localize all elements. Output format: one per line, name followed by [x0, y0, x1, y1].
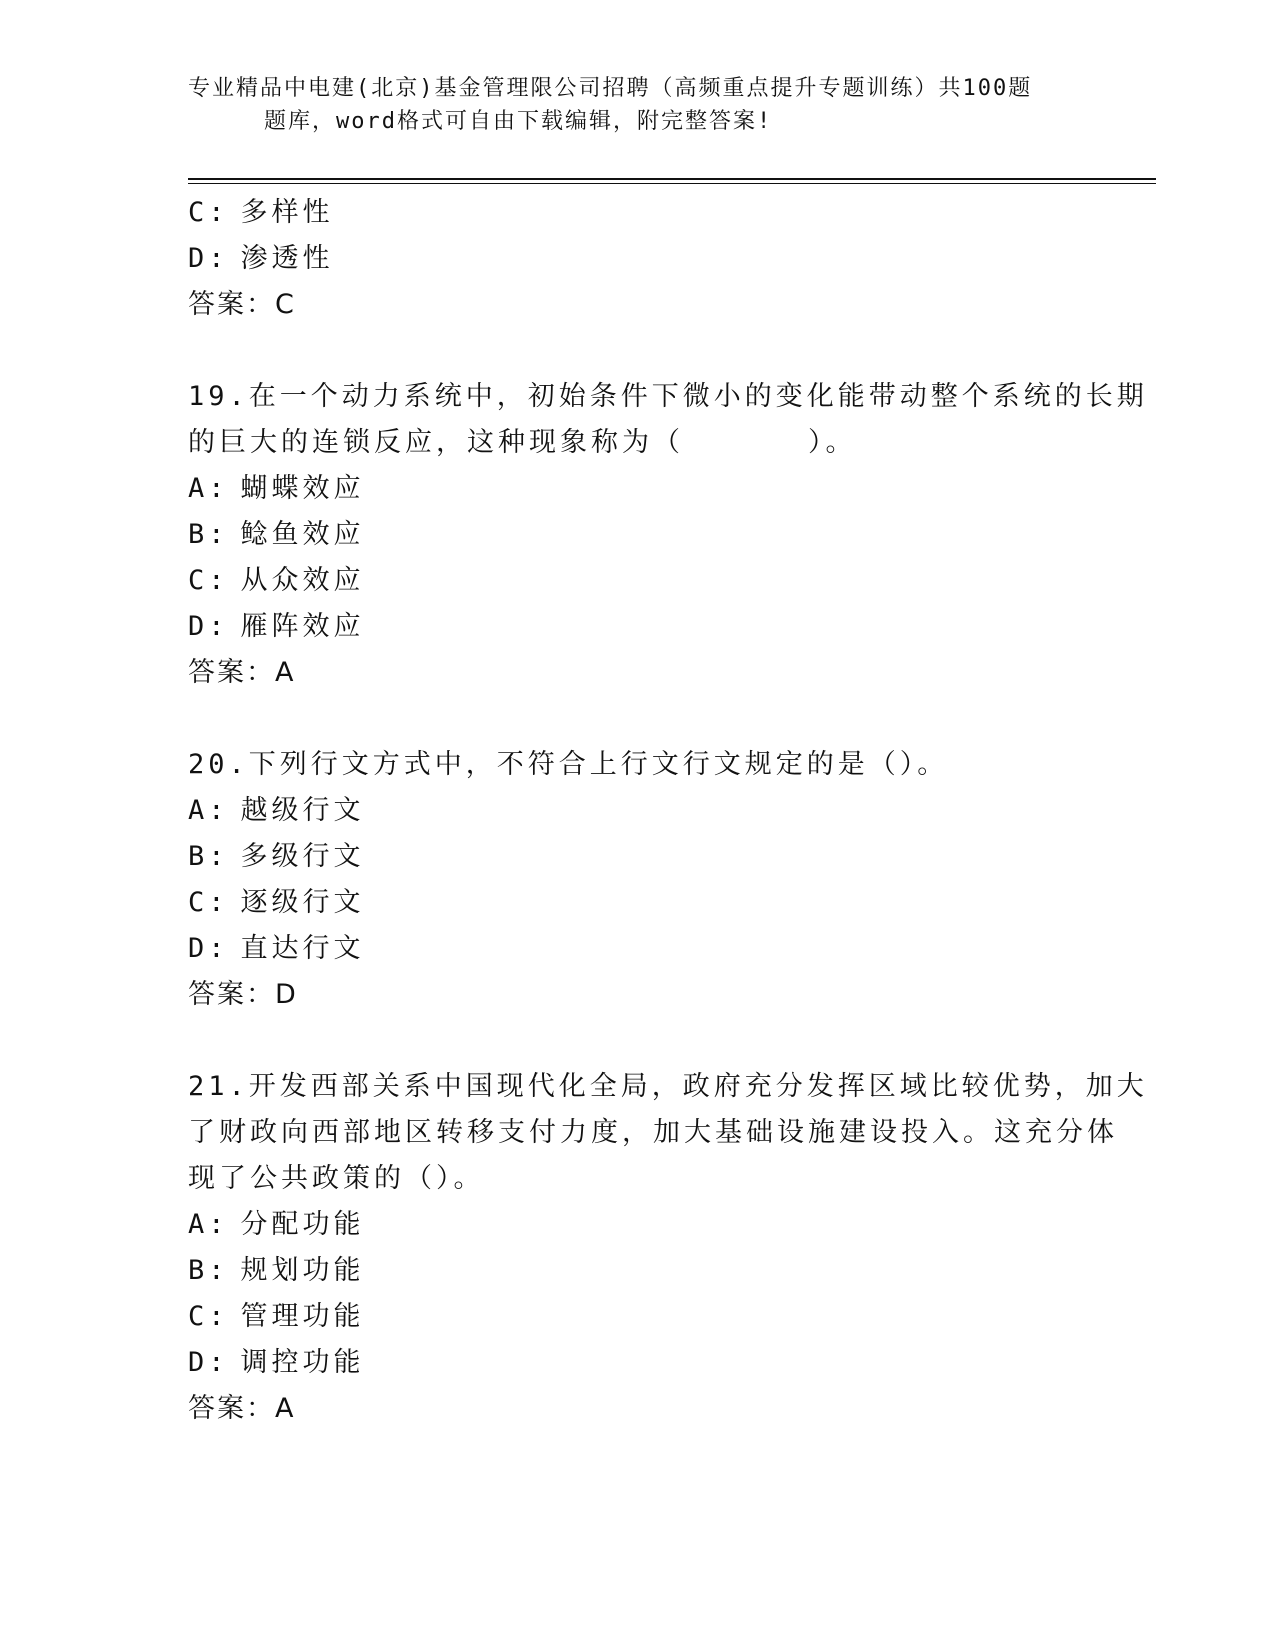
option-label: D: [188, 243, 229, 274]
option-label: D: [188, 611, 229, 642]
option-b [188, 834, 1088, 880]
option-label: C: [188, 565, 229, 596]
option-label: D: [188, 1347, 229, 1378]
option-label: B: [188, 519, 229, 550]
option-b [188, 512, 1088, 558]
option-text: 鲶鱼效应 [240, 519, 365, 550]
option-label: A: [188, 1209, 229, 1240]
question-18-continuation [188, 190, 1088, 328]
option-a [188, 1202, 1088, 1248]
question-stem-line: 20.下列行文方式中，不符合上行文行文规定的是（）。 [188, 749, 949, 780]
option-text: 雁阵效应 [240, 611, 365, 642]
option-label: C: [188, 887, 229, 918]
question-stem-line: 21.开发西部关系中国现代化全局，政府充分发挥区域比较优势，加大 [188, 1071, 1148, 1102]
question-19 [188, 374, 1148, 696]
option-c [188, 190, 1088, 236]
option-c [188, 880, 1088, 926]
answer-line: 答案：A [188, 1393, 296, 1424]
header-title-line1: 专业精品中电建(北京)基金管理限公司招聘（高频重点提升专题训练）共100题 [188, 76, 1033, 101]
option-label: D: [188, 933, 229, 964]
header-title-line2: 题库，word格式可自由下载编辑，附完整答案! [264, 109, 773, 134]
question-stem-line: 了财政向西部地区转移支付力度，加大基础设施建设投入。这充分体 [188, 1117, 1118, 1148]
option-c [188, 558, 1088, 604]
document-header [188, 72, 1068, 138]
option-label: B: [188, 841, 229, 872]
question-stem-line: 现了公共政策的（）。 [188, 1163, 485, 1194]
option-d [188, 1340, 1088, 1386]
answer-line: 答案：D [188, 979, 298, 1010]
option-label: B: [188, 1255, 229, 1286]
option-text: 逐级行文 [240, 887, 365, 918]
question-stem-line: 的巨大的连锁反应，这种现象称为（ ）。 [188, 427, 857, 458]
answer-line: 答案：A [188, 657, 296, 688]
option-a [188, 466, 1088, 512]
option-label: A: [188, 795, 229, 826]
option-b [188, 1248, 1088, 1294]
option-text: 从众效应 [240, 565, 365, 596]
header-divider-thick [188, 178, 1156, 180]
option-d [188, 926, 1088, 972]
option-c [188, 1294, 1088, 1340]
option-d [188, 236, 1088, 282]
option-d [188, 604, 1088, 650]
option-label: C: [188, 197, 229, 228]
header-divider-thin [188, 183, 1156, 184]
option-text: 越级行文 [240, 795, 365, 826]
option-text: 多样性 [240, 197, 334, 228]
option-text: 分配功能 [240, 1209, 365, 1240]
question-21 [188, 1064, 1148, 1432]
question-20 [188, 742, 1088, 1018]
option-text: 渗透性 [240, 243, 334, 274]
option-text: 蝴蝶效应 [240, 473, 365, 504]
question-list [188, 190, 1148, 1432]
option-text: 直达行文 [240, 933, 365, 964]
option-text: 调控功能 [240, 1347, 365, 1378]
option-label: C: [188, 1301, 229, 1332]
option-text: 规划功能 [240, 1255, 365, 1286]
question-stem-line: 19.在一个动力系统中，初始条件下微小的变化能带动整个系统的长期 [188, 381, 1148, 412]
option-a [188, 788, 1088, 834]
option-text: 管理功能 [240, 1301, 365, 1332]
option-text: 多级行文 [240, 841, 365, 872]
option-label: A: [188, 473, 229, 504]
answer-line: 答案：C [188, 289, 296, 320]
